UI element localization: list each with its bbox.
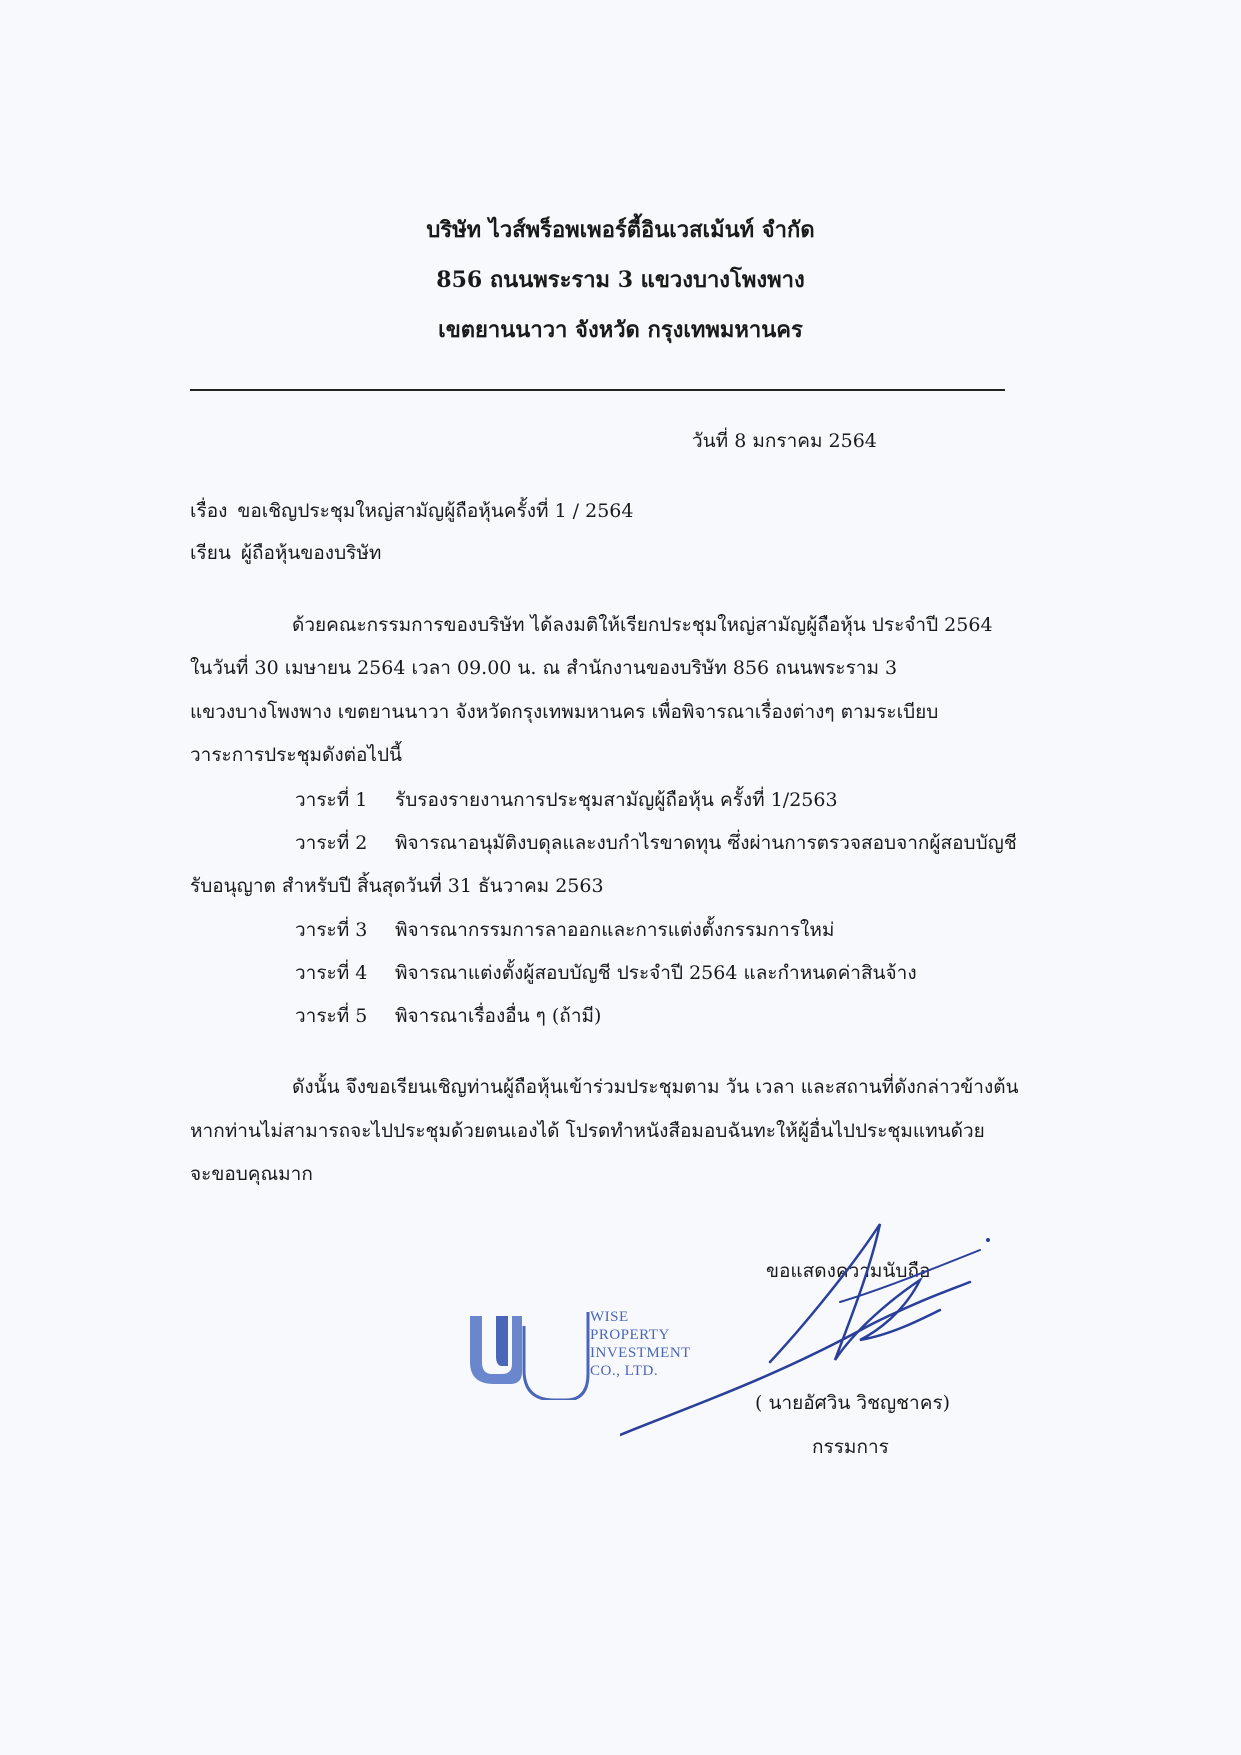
recipient-label: เรียน: [190, 542, 231, 564]
agenda-item-4: [295, 958, 917, 988]
agenda-text: พิจารณาแต่งตั้งผู้สอบบัญชี ประจำปี 2564 และกำหนดค่าสินจ้าง: [395, 962, 917, 984]
header-divider: [190, 389, 1005, 391]
agenda-item-5: [295, 1001, 601, 1031]
company-name: บริษัท ไวส์พร็อพเพอร์ตี้อินเวสเม้นท์ จำกัด: [426, 217, 815, 243]
closing-line-2: หากท่านไม่สามารถจะไปประชุมด้วยตนเองได้ โปรดทำหนังสือมอบฉันทะให้ผู้อื่นไปประชุมแทนด้วย: [190, 1120, 985, 1142]
agenda-number: วาระที่ 2: [295, 832, 368, 854]
company-address-line1: 856 ถนนพระราม 3 แขวงบางโพงพาง: [436, 267, 805, 293]
agenda-text: รับรองรายงานการประชุมสามัญผู้ถือหุ้น ครั้งที่ 1/2563: [395, 789, 838, 811]
signer-title: กรรมการ: [812, 1436, 889, 1458]
agenda-item-1: [295, 785, 838, 815]
agenda-text: พิจารณากรรมการลาออกและการแต่งตั้งกรรมการใหม่: [395, 919, 835, 941]
agenda-item-3: [295, 915, 834, 945]
subject-row: [190, 496, 633, 526]
closing-line-3: จะขอบคุณมาก: [190, 1163, 313, 1185]
logo-text-line: PROPERTY: [590, 1327, 670, 1343]
agenda-item-2: [295, 828, 1017, 858]
letter-date: วันที่ 8 มกราคม 2564: [692, 430, 877, 452]
body-line-1: ด้วยคณะกรรมการของบริษัท ได้ลงมติให้เรียกประชุมใหญ่สามัญผู้ถือหุ้น ประจำปี 2564: [292, 614, 993, 636]
agenda-text: พิจารณาอนุมัติงบดุลและงบกำไรขาดทุน ซึ่งผ่านการตรวจสอบจากผู้สอบบัญชี: [395, 832, 1017, 854]
subject-text: ขอเชิญประชุมใหญ่สามัญผู้ถือหุ้นครั้งที่ 1 / 2564: [237, 500, 634, 522]
signoff-regards: ขอแสดงความนับถือ: [766, 1260, 931, 1282]
agenda-number: วาระที่ 3: [295, 919, 368, 941]
closing-line-1: ดังนั้น จึงขอเรียนเชิญท่านผู้ถือหุ้นเข้าร่วมประชุมตาม วัน เวลา และสถานที่ดังกล่าวข้างต้น: [292, 1076, 1019, 1098]
recipient-row: [190, 538, 381, 568]
agenda-number: วาระที่ 5: [295, 1005, 368, 1027]
agenda-item-2-continuation: รับอนุญาต สำหรับปี สิ้นสุดวันที่ 31 ธันวาคม 2563: [190, 875, 604, 897]
logo-text-line: INVESTMENT: [590, 1345, 691, 1361]
logo-text-line: CO., LTD.: [590, 1363, 659, 1379]
logo-text-line: WISE: [590, 1309, 629, 1325]
signer-name: ( นายอัศวิน วิชญชาคร): [755, 1392, 951, 1414]
agenda-number: วาระที่ 4: [295, 962, 368, 984]
body-line-3: แขวงบางโพงพาง เขตยานนาวา จังหวัดกรุงเทพมหานคร เพื่อพิจารณาเรื่องต่างๆ ตามระเบียบ: [190, 701, 939, 723]
agenda-text: พิจารณาเรื่องอื่น ๆ (ถ้ามี): [395, 1005, 602, 1027]
body-line-4: วาระการประชุมดังต่อไปนี้: [190, 744, 402, 766]
recipient-text: ผู้ถือหุ้นของบริษัท: [240, 542, 382, 564]
company-address-line2: เขตยานนาวา จังหวัด กรุงเทพมหานคร: [438, 317, 803, 343]
body-line-2: ในวันที่ 30 เมษายน 2564 เวลา 09.00 น. ณ สำนักงานของบริษัท 856 ถนนพระราม 3: [190, 657, 898, 679]
subject-label: เรื่อง: [190, 500, 228, 522]
agenda-number: วาระที่ 1: [295, 789, 368, 811]
